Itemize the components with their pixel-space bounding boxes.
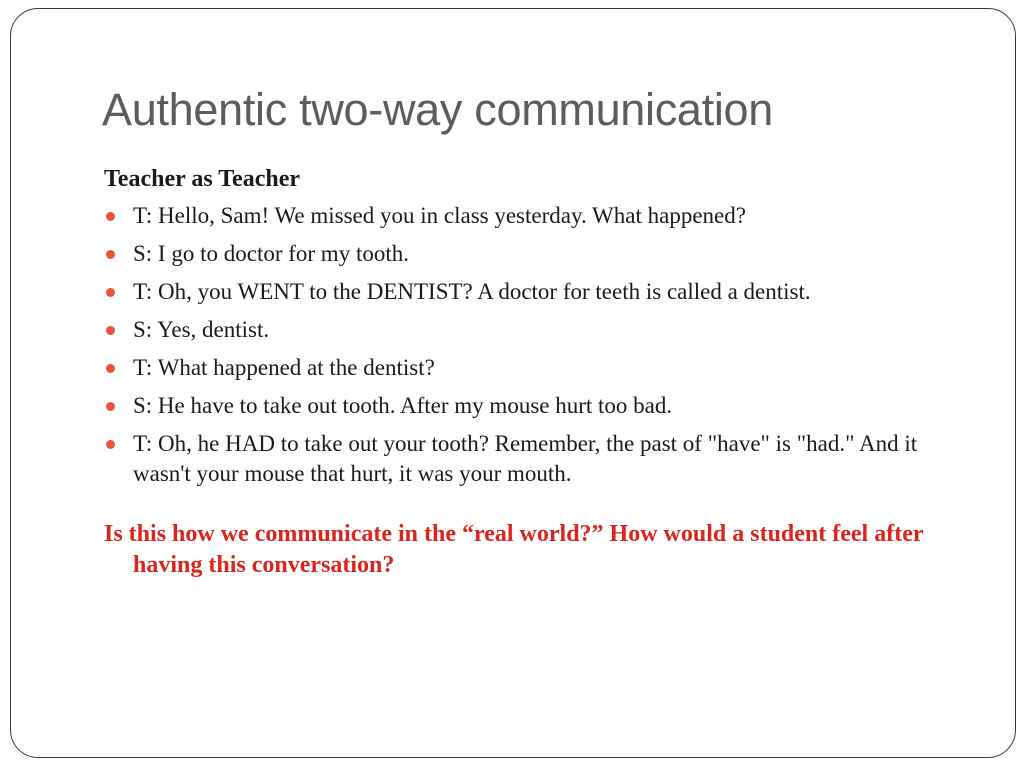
bullet-icon	[106, 250, 115, 259]
list-item	[104, 239, 964, 269]
list-item	[104, 315, 964, 345]
bullet-icon	[106, 326, 115, 335]
bullet-icon	[106, 288, 115, 297]
bullet-text: T: What happened at the dentist?	[133, 355, 435, 380]
bullet-text: S: I go to doctor for my tooth.	[133, 241, 409, 266]
list-item	[104, 429, 964, 489]
discussion-question: Is this how we communicate in the “real world?” How would a student feel after having this conversation?	[104, 521, 924, 578]
bullet-text: S: Yes, dentist.	[133, 317, 270, 342]
bullet-icon	[106, 440, 115, 449]
bullet-icon	[106, 402, 115, 411]
list-item	[104, 277, 964, 307]
bullet-text: T: Oh, you WENT to the DENTIST? A doctor for teeth is called a dentist.	[133, 279, 811, 304]
slide-body	[104, 163, 964, 581]
bullet-list	[104, 201, 964, 489]
list-item	[104, 201, 964, 231]
bullet-text: T: Hello, Sam! We missed you in class yesterday. What happened?	[133, 203, 746, 228]
bullet-text: T: Oh, he HAD to take out your tooth? Remember, the past of "have" is "had." And it wasn't your mouse that hurt, it was your mouth.	[133, 431, 918, 486]
slide-title: Authentic two-way communication	[102, 84, 773, 135]
subheading: Teacher as Teacher	[104, 166, 300, 192]
list-item	[104, 353, 964, 383]
bullet-icon	[106, 212, 115, 221]
bullet-text: S: He have to take out tooth. After my mouse hurt too bad.	[133, 393, 673, 418]
list-item	[104, 391, 964, 421]
bullet-icon	[106, 364, 115, 373]
